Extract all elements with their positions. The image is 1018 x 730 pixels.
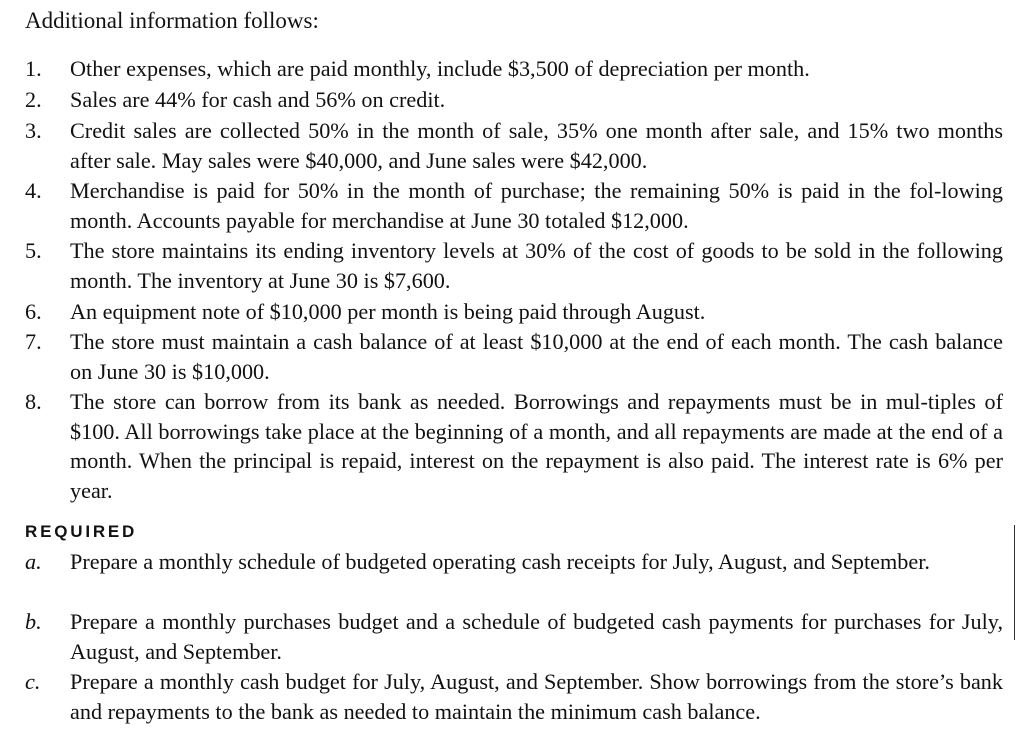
item-number: 1.	[25, 56, 42, 81]
intro-text: Additional information follows:	[25, 8, 319, 33]
item-letter: b.	[25, 609, 42, 634]
item-text: The store maintains its ending inventory levels at 30% of the cost of goods to be sold in the following month. The inventory at June 30 is $7,600.	[70, 238, 1003, 293]
info-item-4	[25, 176, 1003, 235]
required-item-c	[25, 667, 1003, 726]
info-item-8	[25, 387, 1003, 505]
required-item-a	[25, 547, 1003, 577]
info-item-3	[25, 116, 1003, 175]
item-number: 4.	[25, 178, 42, 203]
item-text: Sales are 44% for cash and 56% on credit.	[70, 87, 446, 112]
item-number: 5.	[25, 238, 42, 263]
item-letter: a.	[25, 549, 42, 574]
info-item-2	[25, 85, 1003, 115]
item-number: 7.	[25, 329, 42, 354]
info-item-7	[25, 327, 1003, 386]
item-number: 6.	[25, 299, 42, 324]
margin-rule	[1014, 525, 1015, 640]
item-text: Other expenses, which are paid monthly, include $3,500 of depreciation per month.	[70, 56, 810, 81]
item-text: An equipment note of $10,000 per month is being paid through August.	[70, 299, 706, 324]
required-heading: REQUIRED	[25, 522, 138, 541]
item-text: Prepare a monthly schedule of budgeted operating cash receipts for July, August, and September.	[70, 549, 930, 574]
info-item-5	[25, 236, 1003, 295]
item-text: Merchandise is paid for 50% in the month of purchase; the remaining 50% is paid in the fol-lowing month. Accounts payable for merchandise at June 30 totaled $12,000.	[70, 178, 1003, 233]
item-number: 2.	[25, 87, 42, 112]
item-letter: c.	[25, 669, 41, 694]
item-text: Prepare a monthly cash budget for July, August, and September. Show borrowings from the store’s bank and repayments to the bank as needed to maintain the minimum cash balance.	[70, 669, 1003, 724]
info-item-6	[25, 297, 1003, 327]
item-text: The store must maintain a cash balance of at least $10,000 at the end of each month. The cash balance on June 30 is $10,000.	[70, 329, 1003, 384]
required-item-b	[25, 607, 1003, 666]
item-number: 3.	[25, 118, 42, 143]
info-item-1	[25, 54, 1003, 84]
item-number: 8.	[25, 389, 42, 414]
item-text: Credit sales are collected 50% in the month of sale, 35% one month after sale, and 15% two months after sale. May sales were $40,000, and June sales were $42,000.	[70, 118, 1003, 173]
item-text: The store can borrow from its bank as needed. Borrowings and repayments must be in mul-tiples of $100. All borrowings take place at the beginning of a month, and all repayments are made at the end of a month. When the principal is repaid, interest on the repayment is also paid. The interest rate is 6% per year.	[70, 389, 1003, 503]
item-text: Prepare a monthly purchases budget and a schedule of budgeted cash payments for purchases for July, August, and September.	[70, 609, 1003, 664]
